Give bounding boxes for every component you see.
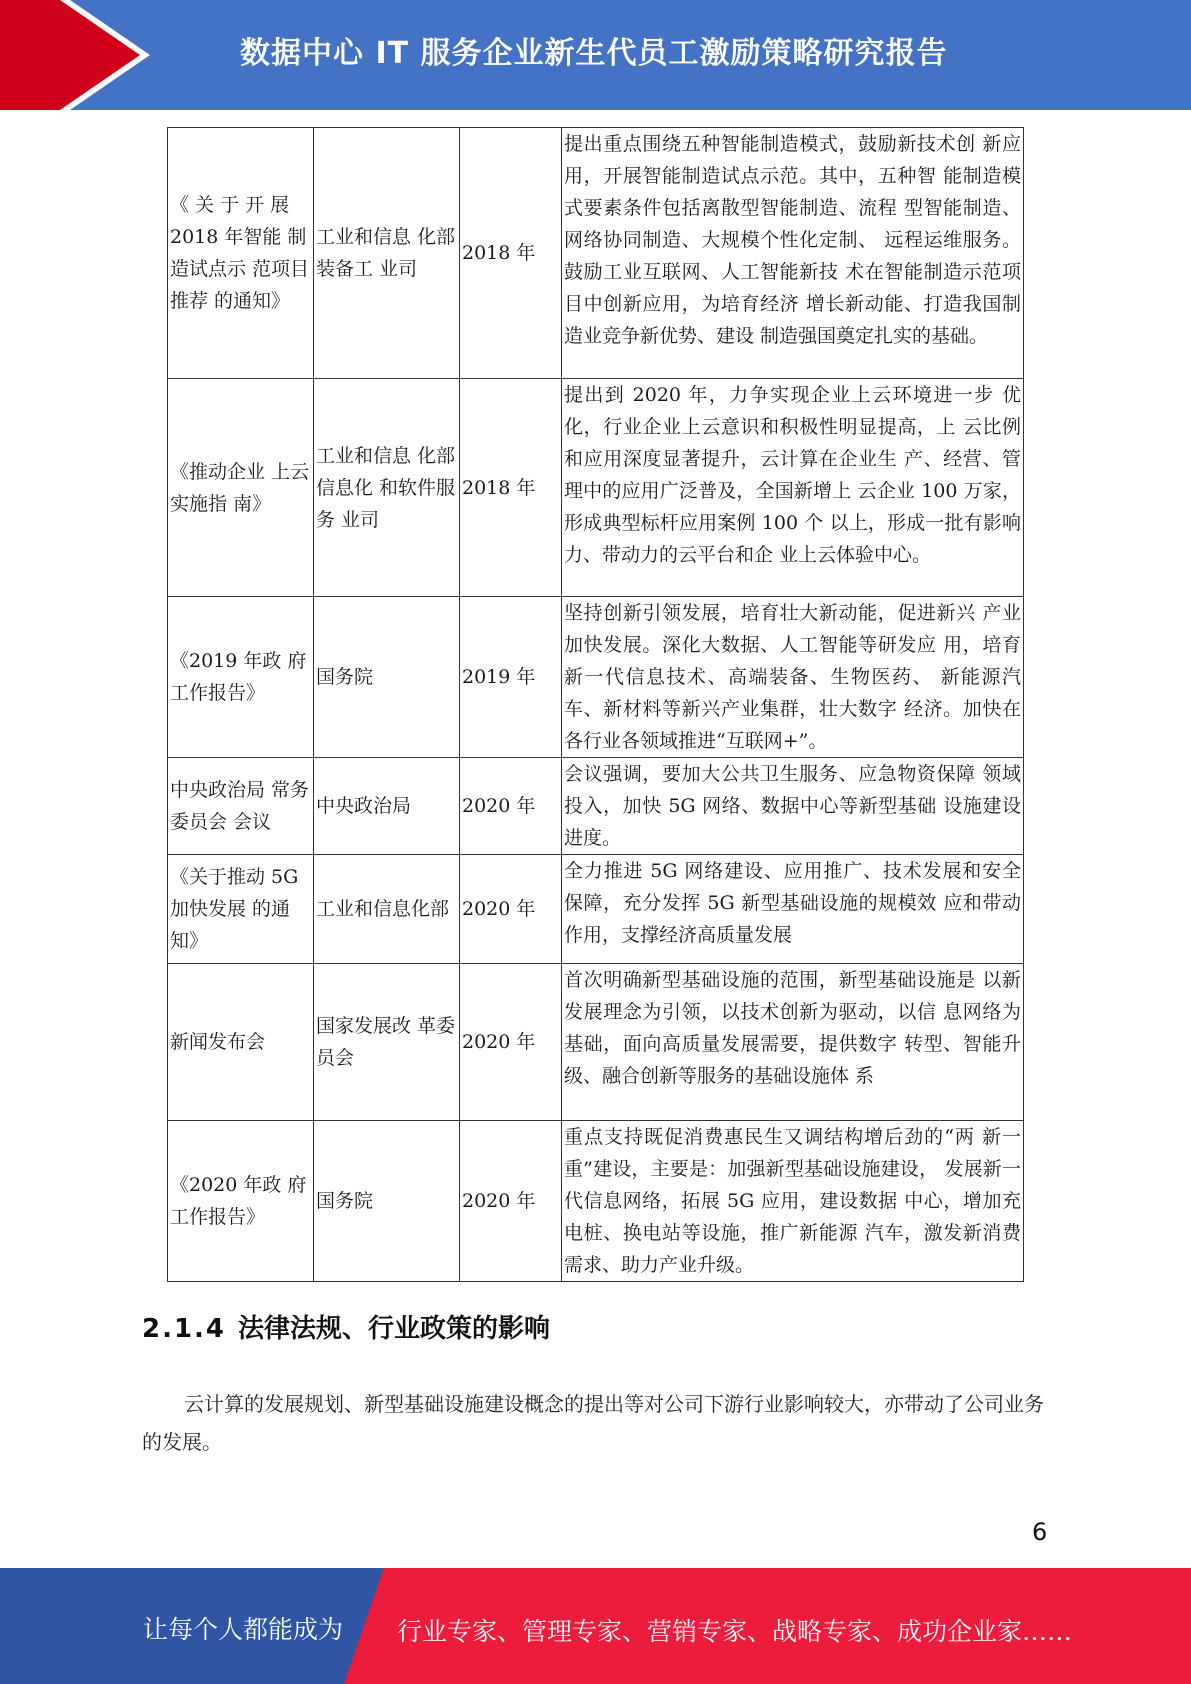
header-title: 数据中心 IT 服务企业新生代员工激励策略研究报告 <box>240 36 948 71</box>
page-number: 6 <box>1032 1518 1048 1546</box>
policy-name-cell: 《2020 年政 府工作报告》 <box>168 1121 314 1282</box>
year-cell: 2018 年 <box>460 128 562 379</box>
content-cell: 首次明确新型基础设施的范围，新型基础设施是 以新发展理念为引领，以技术创新为驱动，以信 息网络为基础，面向高质量发展需要，提供数字 转型、智能升级、融合创新等服务的基础设施体 系 <box>562 964 1024 1121</box>
content-cell: 提出重点围绕五种智能制造模式，鼓励新技术创 新应用，开展智能制造试点示范。其中，五种智 能制造模式要素条件包括离散型智能制造、流程 型智能制造、网络协同制造、大规模个性化定制、 远程运维服务。鼓励工业互联网、人工智能新技 术在智能制造示范项目中创新应用，为培育经济 增长新动能、打造我国制造业竞争新优势、建设 制造强国奠定扎实的基础。 <box>562 128 1024 379</box>
content-cell: 重点支持既促消费惠民生又调结构增后劲的“两 新一重”建设，主要是：加强新型基础设施建设， 发展新一代信息网络，拓展 5G 应用，建设数据 中心，增加充电桩、换电站等设施，推广新能源 汽车，激发新消费需求、助力产业升级。 <box>562 1121 1024 1282</box>
content-cell: 坚持创新引领发展，培育壮大新动能，促进新兴 产业加快发展。深化大数据、人工智能等研发应 用，培育新一代信息技术、高端装备、生物医药、 新能源汽车、新材料等新兴产业集群，壮大数字 经济。加快在各行业各领域推进“互联网+”。 <box>562 597 1024 758</box>
policy-name-cell: 《关于推动 5G 加快发展 的通知》 <box>168 855 314 964</box>
content-cell: 提出到 2020 年，力争实现企业上云环境进一步 优化，行业企业上云意识和积极性明显提高，上 云比例和应用深度显著提升，云计算在企业生 产、经营、管理中的应用广泛普及，全国新增上 云企业 100 万家，形成典型标杆应用案例 100 个 以上，形成一批有影响力、带动力的云平台和企 业上云体验中心。 <box>562 379 1024 597</box>
year-cell: 2020 年 <box>460 964 562 1121</box>
issuer-cell: 工业和信息 化部装备工 业司 <box>314 128 460 379</box>
table-row <box>168 855 1024 964</box>
footer-slogan-left: 让每个人都能成为 <box>143 1615 344 1644</box>
body-paragraph: 云计算的发展规划、新型基础设施建设概念的提出等对公司下游行业影响较大，亦带动了公司业务的发展。 <box>142 1392 1044 1454</box>
section-heading <box>142 1308 550 1345</box>
table-row <box>168 379 1024 597</box>
section-title: 法律法规、行业政策的影响 <box>238 1314 551 1344</box>
footer-slogan-right: 行业专家、管理专家、营销专家、战略专家、成功企业家…… <box>397 1617 1073 1646</box>
policy-name-cell: 《 关 于 开 展 2018 年智能 制造试点示 范项目推荐 的通知》 <box>168 128 314 379</box>
table-row <box>168 964 1024 1121</box>
year-cell: 2020 年 <box>460 758 562 855</box>
issuer-cell: 国家发展改 革委员会 <box>314 964 460 1121</box>
table-row <box>168 597 1024 758</box>
policy-name-cell: 《推动企业 上云实施指 南》 <box>168 379 314 597</box>
issuer-cell: 工业和信息化部 <box>314 855 460 964</box>
policy-name-cell: 中央政治局 常务委员会 会议 <box>168 758 314 855</box>
content-cell: 全力推进 5G 网络建设、应用推广、技术发展和安全保障，充分发挥 5G 新型基础设施的规模效 应和带动作用，支撑经济高质量发展 <box>562 855 1024 964</box>
year-cell: 2019 年 <box>460 597 562 758</box>
issuer-cell: 工业和信息 化部信息化 和软件服务 业司 <box>314 379 460 597</box>
policy-name-cell: 《2019 年政 府工作报告》 <box>168 597 314 758</box>
table-row <box>168 128 1024 379</box>
policy-table <box>167 127 1024 1282</box>
table-row <box>168 1121 1024 1282</box>
page-footer <box>0 1568 1191 1684</box>
year-cell: 2020 年 <box>460 855 562 964</box>
issuer-cell: 中央政治局 <box>314 758 460 855</box>
section-number: 2.1.4 <box>142 1314 227 1344</box>
table-row <box>168 758 1024 855</box>
year-cell: 2020 年 <box>460 1121 562 1282</box>
issuer-cell: 国务院 <box>314 597 460 758</box>
year-cell: 2018 年 <box>460 379 562 597</box>
policy-name-cell: 新闻发布会 <box>168 964 314 1121</box>
content-cell: 会议强调，要加大公共卫生服务、应急物资保障 领域投入，加快 5G 网络、数据中心等新型基础 设施建设进度。 <box>562 758 1024 855</box>
page-header <box>0 0 1191 110</box>
issuer-cell: 国务院 <box>314 1121 460 1282</box>
